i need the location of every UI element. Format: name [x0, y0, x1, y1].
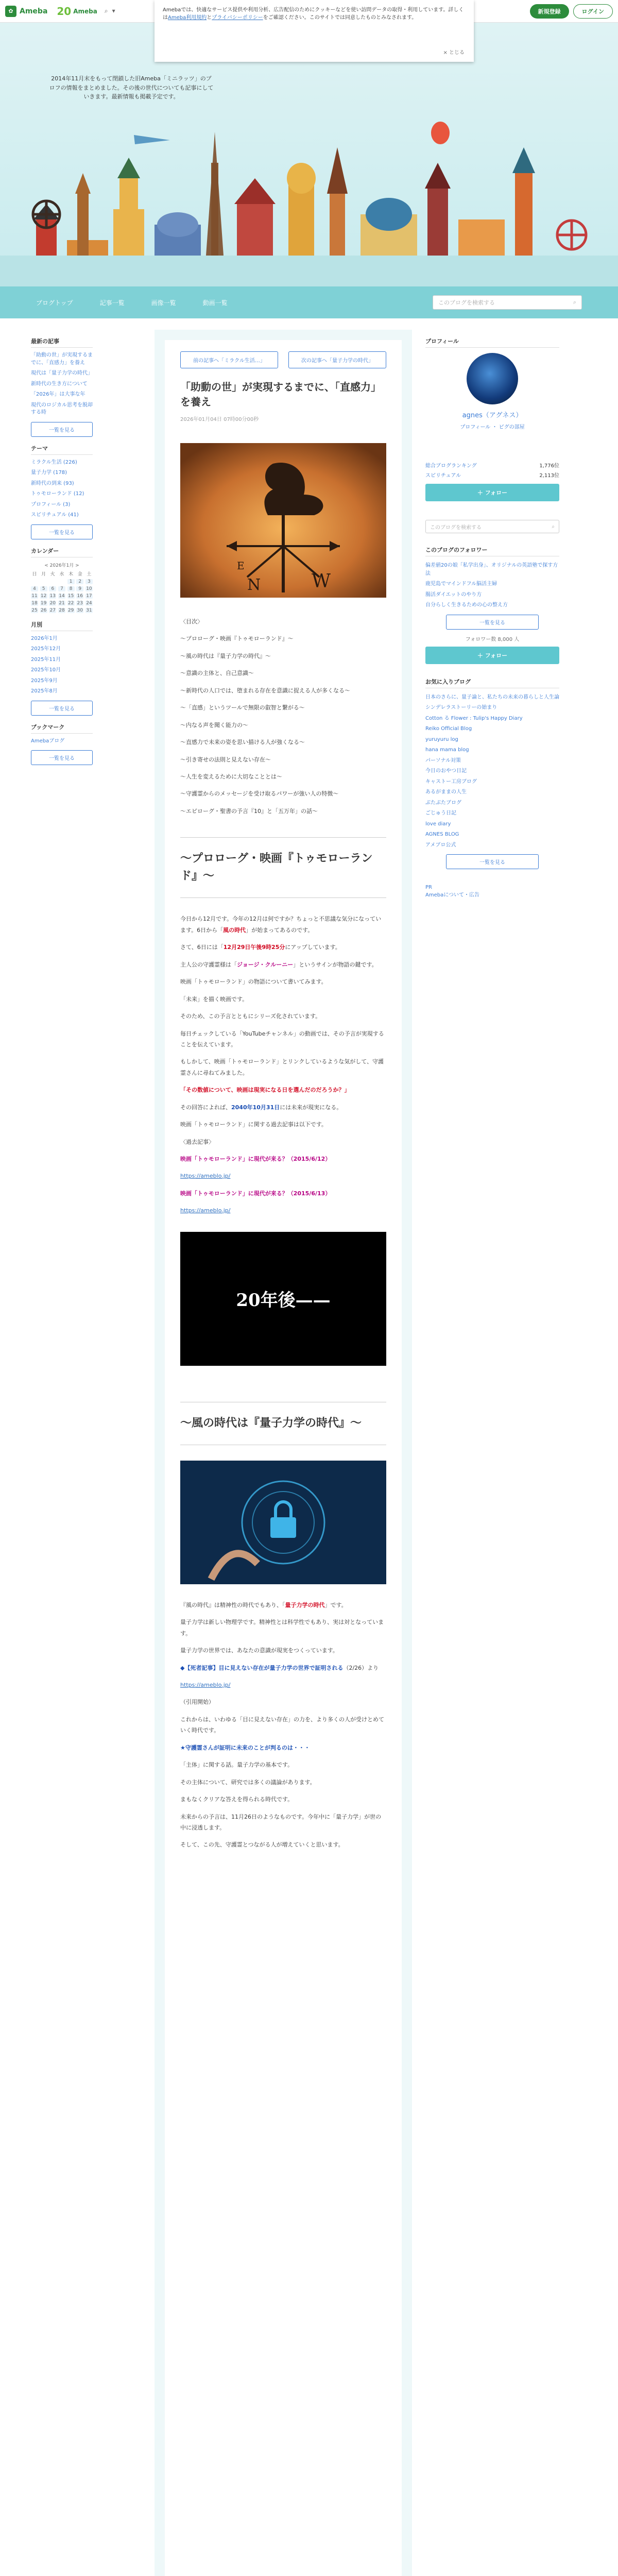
paragraph: そして、この先、守護霊とつながる人が増えていくと思います。	[180, 1841, 344, 1849]
calendar-head: 日 月 火 水 木 金 土	[32, 571, 92, 577]
brand-name: Ameba	[20, 7, 48, 15]
toc-item[interactable]: 〜守護霊からのメッセージを受け取るパワーが強い人の特徴〜	[180, 790, 339, 798]
anniversary-name: Ameba	[73, 7, 97, 15]
anniversary-number: 20	[57, 5, 72, 18]
security-lock-image	[180, 1461, 386, 1584]
archive-item[interactable]: 2025年10月	[31, 667, 61, 673]
toc-item[interactable]: 〜引き寄せの法則と見えない存在〜	[180, 756, 271, 763]
blog-nav	[0, 286, 618, 318]
archive-item[interactable]: 2025年11月	[31, 656, 61, 663]
favorite-blog-item[interactable]: yuruyuru log	[425, 736, 458, 742]
paragraph: 『風の時代』は精神性の時代でもあり、「量子力学の時代」です。	[180, 1601, 347, 1608]
paragraph: （引用開始）	[180, 1699, 214, 1706]
next-article-button[interactable]: 次の記事へ「量子力学の時代」	[288, 351, 386, 368]
pr-label: PR	[425, 885, 432, 890]
paragraph: 今日から12月です。今年の12月は何ですか？ちょっと不思議な気分になっています。6日から「風の時代」が始まってあるのです。	[180, 916, 382, 934]
follower-item[interactable]: 鹿児島でマインドフル脳活主婦	[425, 581, 497, 587]
past-article-link[interactable]: https://ameblo.jp/	[180, 1682, 231, 1689]
past-article-link[interactable]: https://ameblo.jp/	[180, 1207, 231, 1214]
bookmark-item[interactable]: Amebaブログ	[31, 738, 65, 744]
nav-blog-top[interactable]: ブログトップ	[36, 299, 73, 307]
latest-item[interactable]: 「2026年」は大事な年	[31, 392, 85, 397]
blog-description: 2014年11月末をもって閉鎖した旧Ameba「ミニラッツ」のプロフの情報をまとめました。その後の世代についても記事にしていきます。最新情報も掲載予定です。	[49, 75, 214, 100]
follow-button[interactable]: ＋ フォロー	[425, 484, 559, 501]
toc-item[interactable]: 〜新時代の人口では、堕まれる存在を意識に捉える人が多くなる〜	[180, 687, 350, 694]
favorites-more-button[interactable]: 一覧を見る	[446, 854, 539, 869]
nav-article-list[interactable]: 記事一覧	[99, 299, 125, 307]
article-pager	[165, 340, 402, 380]
ameba-logo-icon: ✿	[5, 6, 16, 17]
favorite-blog-item[interactable]: シンデレラストーリーの始まり	[425, 705, 497, 710]
ameba-logo[interactable]	[5, 6, 47, 17]
favorite-blog-item[interactable]: 日本のさらに、量子論と、私たちの未来の暮らしと人生論	[425, 694, 559, 700]
paragraph: 量子力学の世界では、あなたの意識が現実をつくっています。	[180, 1647, 338, 1654]
favorite-blog-item[interactable]: Reiko Official Blog	[425, 726, 472, 732]
favorite-blog-item[interactable]: 今日のおやつ日記	[425, 768, 467, 774]
followers-heading: このブログのフォロワー	[425, 546, 559, 556]
favorite-blog-item[interactable]: AGNES BLOG	[425, 832, 459, 837]
article	[165, 340, 402, 2576]
divider	[180, 837, 386, 838]
archive-item[interactable]: 2026年1月	[31, 635, 58, 641]
search-icon[interactable]: ⌕	[552, 523, 555, 530]
article-date: 2026年01月04日 07時00分00秒	[180, 417, 259, 422]
svg-text:N: N	[247, 576, 261, 594]
paragraph: 〈過去記事〉	[180, 1138, 214, 1145]
latest-more-button[interactable]: 一覧を見る	[31, 422, 93, 437]
article-title: 「助動の世」が実現するまでに、「直感力」を養え	[180, 381, 381, 408]
cookie-text-2: をご確認ください。このサイトでは同意したものとみなされます。	[263, 15, 417, 21]
cookie-close-button[interactable]: × とじる	[443, 50, 465, 56]
bookmark-more-button[interactable]: 一覧を見る	[31, 750, 93, 765]
privacy-link[interactable]: プライバシーポリシー	[212, 15, 263, 21]
toc-item[interactable]: 〜内なる声を聞く能力の〜	[180, 721, 248, 728]
favorite-blog-item[interactable]: hana mama blog	[425, 747, 469, 753]
paragraph: もしかして、映画「トゥモローランド」とリンクしているような気がして、守護霊さんに尋ねてみました。	[180, 1058, 384, 1076]
toc-item[interactable]: 〜風の時代は『量子力学の時代』〜	[180, 652, 271, 659]
toc-item[interactable]: 〜「直感」というツールで無限の叡智と繋がる〜	[180, 704, 305, 711]
signup-button[interactable]: 新規登録	[530, 4, 569, 19]
anniversary-logo[interactable]	[57, 5, 97, 18]
highlight-paragraph: 「その数値について、映画は現実になる日を選んだのだろうか？」	[180, 1087, 350, 1094]
latest-item[interactable]: 新時代の生き方について	[31, 381, 88, 387]
paragraph: 映画「トゥモローランド」に関する過去記事は以下です。	[180, 1121, 327, 1128]
favorite-blog-item[interactable]: キャストー工房ブログ	[425, 778, 477, 785]
toc-item[interactable]: 〜直感力で未来の姿を思い描ける人が強くなる〜	[180, 739, 305, 746]
cookie-text: Amebaでは、快適なサービス提供や利用分析、広告配信のためにクッキーなどを使い訪問データの取得・利用しています。詳しくは	[163, 7, 464, 21]
paragraph: 「主体」に関する話。量子力学の基本です。	[180, 1761, 294, 1769]
paragraph: そのため、この予言とともにシリーズ化されています。	[180, 1013, 321, 1020]
paragraph: まもなくクリアな答えを得られる時代です。	[180, 1796, 294, 1803]
terms-link[interactable]: Ameba利用規約	[168, 15, 207, 21]
prologue-body	[165, 913, 402, 1216]
paragraph: 「未来」を描く映画です。	[180, 995, 248, 1003]
past-article-title: 映画「トゥモローランド」に現代が来る？（2015/6/13）	[180, 1190, 331, 1197]
archive-item[interactable]: 2025年8月	[31, 688, 58, 694]
latest-item[interactable]: 「助動の世」が実現するまでに、「直感力」を養え	[31, 352, 93, 366]
follower-item[interactable]: 腸活ダイエットのやり方	[425, 591, 482, 598]
toc-intro: 〈目次〉	[180, 618, 203, 625]
archive-item[interactable]: 2025年12月	[31, 646, 61, 652]
calendar-row: 18 19 20 21 22 23 24	[31, 600, 92, 606]
auth-buttons	[530, 4, 613, 19]
theme-item[interactable]: プロフィール (3)	[31, 501, 71, 507]
calendar	[31, 562, 93, 613]
follower-count: フォロワー数 8,000 人	[465, 636, 520, 642]
favorite-blog-item[interactable]: アメブロ公式	[425, 842, 456, 848]
paragraph: 毎日チェックしている「YouTubeチャンネル」の動画では、その予言が実現することを伝えています。	[180, 1030, 384, 1048]
toc-item[interactable]: 〜プロローグ・映画『トゥモローランド』〜	[180, 635, 294, 642]
theme-item[interactable]: トゥモローランド (12)	[31, 491, 84, 497]
search-icon[interactable]: ⌕	[573, 299, 576, 306]
calendar-row: 4 5 6 7 8 9 10	[31, 586, 93, 591]
theme-item[interactable]: 新時代の到来 (93)	[31, 480, 74, 486]
avatar[interactable]	[467, 353, 518, 404]
sidebar-search-input[interactable]	[425, 520, 559, 533]
favorite-blog-item[interactable]: あるがままの人生	[425, 789, 467, 795]
ranking-label[interactable]: 総合ブログランキング	[425, 463, 477, 469]
ranking-row	[425, 461, 559, 469]
paragraph: 量子力学は新しい物理学です。精神性とは科学性でもあり、実は対となっています。	[180, 1619, 384, 1637]
cookie-notice	[154, 0, 474, 62]
ranking-row	[425, 471, 559, 479]
login-button[interactable]: ログイン	[573, 4, 613, 19]
right-sidebar	[425, 330, 559, 898]
followers-more-button[interactable]: 一覧を見る	[446, 615, 539, 630]
section-heading-quantum: 〜風の時代は『量子力学の時代』〜	[180, 1416, 362, 1430]
calendar-row: 11 12 13 14 15 16 17	[31, 593, 92, 599]
search-placeholder: このブログを検索する	[438, 299, 495, 306]
topbar-icons	[105, 7, 115, 15]
calendar-month[interactable]: < 2026年1月 >	[44, 563, 79, 568]
archive-item[interactable]: 2025年9月	[31, 677, 58, 684]
favorite-blog-item[interactable]: love diary	[425, 821, 451, 827]
follow-button-2[interactable]: ＋ フォロー	[425, 647, 559, 664]
toc-item[interactable]: 〜意識の主体と、自己意識〜	[180, 670, 254, 677]
quantum-body	[165, 1600, 402, 1851]
latest-heading: 最新の記事	[31, 337, 93, 348]
calendar-row: 25 26 27 28 29 30 31	[31, 607, 92, 613]
follower-item[interactable]: 自分らしく生きるための心の整え方	[425, 602, 508, 608]
divider	[180, 897, 386, 898]
nav-video-list[interactable]: 動画一覧	[202, 299, 228, 307]
weathervane-rooster-image	[180, 443, 386, 598]
theme-item[interactable]: スピリチュアル (41)	[31, 512, 79, 518]
world-landmarks-illustration	[0, 116, 618, 286]
favorite-blog-item[interactable]: パーソナル対策	[425, 757, 461, 764]
blog-header-banner	[0, 23, 618, 286]
favorite-blog-item[interactable]: Cotton る Flower : Tulip's Happy Diary	[425, 715, 523, 721]
section-heading-prologue: 〜プロローグ・映画『トゥモローランド』〜	[180, 852, 373, 883]
favorites-heading: お気に入りブログ	[425, 677, 559, 688]
menu-icon[interactable]: ▾	[112, 7, 115, 14]
follower-item[interactable]: 偏差値20の娘「私学出身」、オリジナルの英語塾で探す方法	[425, 563, 558, 577]
search-placeholder: このブログを検索する	[430, 524, 482, 531]
paragraph: これからは、いわゆる「目に見えない存在」の力を、より多くの人が受けとめていく時代です。	[180, 1716, 384, 1734]
cookie-and: と	[207, 15, 212, 21]
paragraph: 主人公の守護霊様は「ジョージ・クルーニー」というサインが物語の鍵です。	[180, 961, 377, 968]
profile-name[interactable]: agnes（アグネス）	[462, 412, 523, 419]
highlight-paragraph: ★守護霊さんが証明に未来のことが判るのは・・・	[180, 1744, 310, 1751]
paragraph: その主体について、研究では多くの議論があります。	[180, 1778, 316, 1786]
svg-text:W: W	[312, 571, 331, 592]
paragraph: ◆【死者記事】目に見えない存在が量子力学の世界で証明される（2/26）より	[180, 1664, 379, 1671]
left-sidebar	[31, 330, 93, 770]
paragraph: 映画「トゥモローランド」の物語について書いてみます。	[180, 978, 327, 986]
paragraph: さて、6日には「12月29日午後9時25分にアップしています。	[180, 944, 341, 951]
past-article-link[interactable]: https://ameblo.jp/	[180, 1173, 231, 1180]
main-column	[154, 330, 412, 2576]
ranking-value: 2,113位	[539, 473, 559, 479]
toc-item[interactable]: 〜人生を変えるために大切なこととは〜	[180, 773, 282, 780]
blog-search-input[interactable]	[433, 295, 582, 310]
image-caption: 20年後——	[236, 1290, 331, 1311]
twenty-years-later-image	[180, 1232, 386, 1366]
bookmark-heading: ブックマーク	[31, 723, 93, 734]
latest-item[interactable]: 現代のロジカル思考を脱却する時	[31, 402, 93, 415]
theme-heading: テーマ	[31, 444, 93, 455]
article-body	[165, 616, 402, 817]
nav-image-list[interactable]: 画像一覧	[151, 299, 176, 307]
archive-more-button[interactable]: 一覧を見る	[31, 701, 93, 716]
paragraph: その回答によれば、2040年10月31日には未来が現実になる。	[180, 1104, 342, 1111]
svg-text:E: E	[237, 560, 245, 572]
calendar-heading: カレンダー	[31, 547, 93, 557]
ranking-value: 1,776位	[539, 463, 559, 469]
profile-heading: プロフィール	[425, 337, 559, 348]
calendar-row: 1 2 3	[31, 579, 93, 584]
profile-links[interactable]: プロフィール ・ ピグの部屋	[460, 425, 525, 430]
latest-item[interactable]: 現代は「量子力学の時代」	[31, 370, 93, 376]
theme-more-button[interactable]: 一覧を見る	[31, 524, 93, 539]
past-article-title: 映画「トゥモローランド」に現代が来る？（2015/6/12）	[180, 1156, 331, 1162]
paragraph: 未来からの予言は、11月26日のようなものです。今年中に「量子力学」が世の中に浸透します。	[180, 1813, 382, 1831]
favorite-blog-item[interactable]: ぶたぶたブログ	[425, 800, 461, 806]
favorite-blog-item[interactable]: ごじゅう日記	[425, 810, 456, 816]
theme-item[interactable]: 量子力学 (178)	[31, 470, 67, 476]
ranking-label[interactable]: スピリチュアル	[425, 473, 461, 479]
archive-heading: 月別	[31, 620, 93, 631]
toc-item[interactable]: 〜エピローグ・聖書の予言『10』と「五万年」の話〜	[180, 807, 318, 815]
theme-item[interactable]: ミラクル生活 (226)	[31, 459, 77, 465]
search-icon[interactable]: ⌕	[104, 7, 108, 14]
ad-info-link[interactable]: Amebaについて・広告	[425, 892, 480, 898]
prev-article-button[interactable]: 前の記事へ「ミラクル生活…」	[180, 351, 278, 368]
